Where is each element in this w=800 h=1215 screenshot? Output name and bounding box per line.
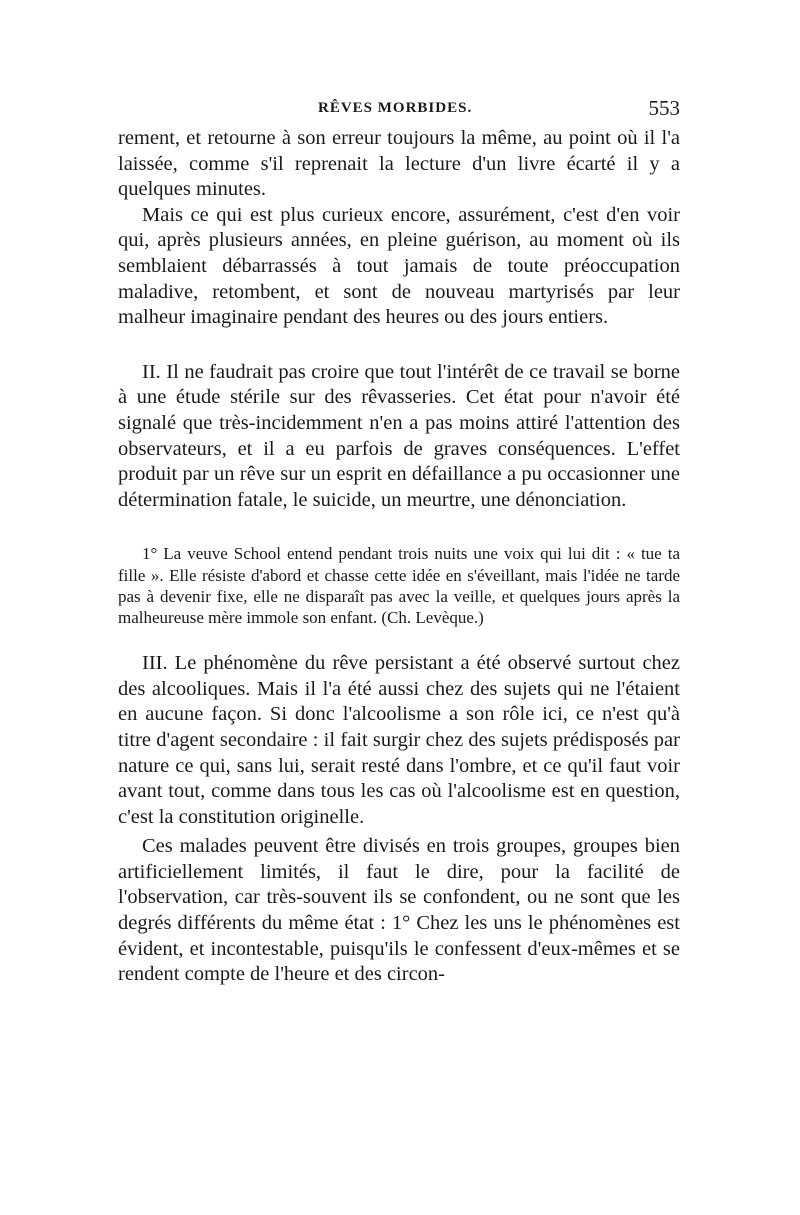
running-title: RÊVES MORBIDES. — [318, 100, 473, 116]
page-header — [118, 96, 680, 124]
paragraph-relapse: Mais ce qui est plus curieux encore, assurément, c'est d'en voir qui, après plusieurs années, en pleine guérison, au moment où ils semblaient débarrassés à tout jamais de toute préoccupation maladive, retombent, et sont de nouveau martyrisés par leur malheur imaginaire pendant des heures ou des jours entiers. — [118, 203, 680, 329]
paragraph-section-2: II. Il ne faudrait pas croire que tout l'intérêt de ce travail se borne à une étude stérile sur des rêvasseries. Cet état pour n'avoir été signalé que très-incidemment n'en a pas moins attiré l'attention des observateurs, et il a eu parfois de graves conséquences. L'effet produit par un rêve sur un esprit en défaillance a pu occasionner une détermination fatale, le suicide, un meurtre, une dénonciation. — [118, 360, 680, 511]
paragraph-section-3: III. Le phénomène du rêve persistant a été observé surtout chez des alcooliques. Mais il l'a été aussi chez des sujets qui ne l'étaient en aucune façon. Si donc l'alcoolisme a son rôle ici, ce n'est qu'à titre d'agent secondaire : il fait surgir chez des sujets prédisposés par nature ce qui, sans lui, serait resté dans l'ombre, et ce qu'il faut voir avant tout, comme dans tous les cas où l'alcoolisme est en question, c'est la constitution originelle. — [118, 652, 680, 828]
paragraph-groups: Ces malades peuvent être divisés en trois groupes, groupes bien artificiellement limités, il faut le dire, pour la facilité de l'observation, car très-souvent ils se confondent, ou ne sont que les degrés différents du même état : 1° Chez les uns le phénomènes est évident, et incontestable, puisqu'ils le confessent d'eux-mêmes et se rendent compte de l'heure et des circon- — [118, 835, 680, 986]
body-text — [118, 126, 680, 988]
paragraph-continuation: rement, et retourne à son erreur toujours la même, au point où il l'a laissée, comme s'il reprenait la lecture d'un livre écarté il y a quelques minutes. — [118, 127, 680, 201]
page-number: 553 — [648, 96, 680, 120]
paragraph-case-example: 1° La veuve School entend pendant trois nuits une voix qui lui dit : « tue ta fille ». Elle résiste d'abord et chasse cette idée en s'éveillant, mais l'idée ne tarde pas à devenir fixe, elle ne disparaît pas avec la veille, et quelques jours après la malheureuse mère immole son enfant. (Ch. Levèque.) — [118, 544, 680, 627]
